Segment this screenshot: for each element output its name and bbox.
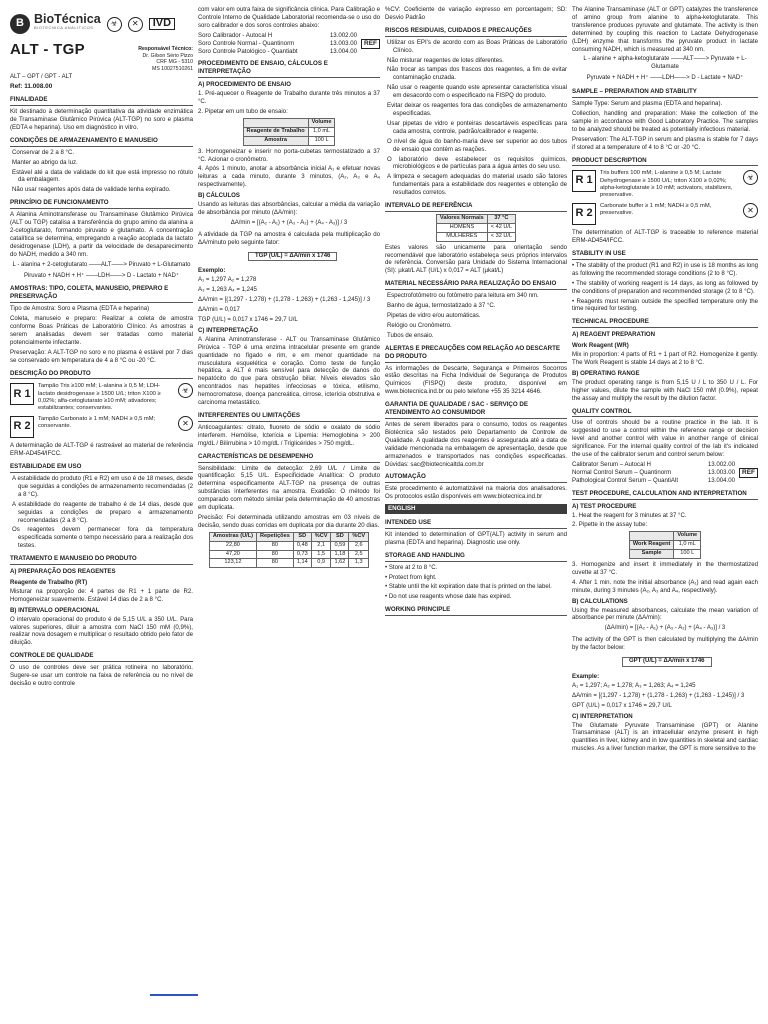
section-heading: SAMPLE – PREPARATION AND STABILITY [572, 88, 758, 98]
r2-badge: R 2 [572, 203, 596, 225]
ref-tag: REF [361, 39, 380, 49]
paragraph: Kit intended to determination of GPT(ALT) activity in serum and plasma (EDTA and heparina). Diagnostic use only. [385, 530, 567, 546]
list-item: • Protect from light. [385, 573, 437, 581]
logo-name: BioTécnica [34, 12, 101, 27]
section-heading: FINALIDADE [10, 96, 193, 106]
list-item: O laboratório deve estabelecer os requisitos químicos, microbiológicos e de partículas para a água antes do seu uso. [387, 155, 567, 171]
list-item: A estabilidade do produto (R1 e R2) em uso é de 18 meses, desde que seguidas a condições de armazenamento recomendadas (2 a 8 °C). [12, 475, 193, 498]
paragraph: 4. Após 1 minuto, anotar a absorbância inicial A₁ e efetuar novas leituras a cada minuto, durante 3 minutos, (A₂, A₃ e A₄ respectivamente). [198, 165, 380, 189]
subsection-heading: B) OPERATING RANGE [572, 369, 640, 377]
list-item: Não misturar reagentes de lotes diferentes. [387, 56, 504, 64]
paragraph: O uso de controles deve ser prática rotineira no laboratório. Sugere-se usar um controle na faixa de referência ou no nível de decisão e outro controle [10, 664, 193, 687]
section-heading: AUTOMAÇÃO [385, 473, 567, 483]
subsection-heading: B) CÁLCULOS [198, 192, 240, 200]
list-item: • Stable until the kit expiration date that is printed on the label. [385, 583, 552, 591]
list-item: Os reagentes devem permanecer fora da temperatura especificada somente o tempo necessário para a realização dos testes. [12, 526, 193, 550]
section-heading: CONDIÇÕES DE ARMAZENAMENTO E MANUSEIO [10, 137, 193, 147]
tech-name: Dr. Gilson Sério Pizzo [142, 52, 193, 59]
subsection-heading: B) INTERVALO OPERACIONAL [10, 606, 100, 614]
technical-responsible [138, 46, 193, 72]
list-item: • The stability of working reagent is 14 days, as long as followed by the conditions of preparation and recommended storage (2 to 8 °C). [572, 279, 758, 295]
r1-description: Tris buffers 100 mM; L-alanine ≥ 0,5 M; Lactate Dehydrogenase ≥ 1500 U/L; triton X100 ≥ 0,02%; alpha-ketoglutarate ≥ 10 mM; activators, stabilizers, preservative. [600, 170, 733, 199]
column-1 [10, 6, 193, 956]
section-heading: PRINCÍPIO DE FUNCIONAMENTO [10, 199, 193, 209]
control-serum-row: Soro Controle Patológico - Quantiabt 13.004.00 [198, 47, 357, 55]
section-heading: PROCEDIMENTO DE ENSAIO, CÁLCULOS E INTERPRETAÇÃO [198, 60, 380, 78]
paragraph: Sensibilidade: Limite de detecção: 2,69 U/L / Limite de quantificação: 5,15 U/L. Especificidade Analítica: O produto determina especificamente ALT-TGP na presença de outras substâncias interferentes na amostra. Exatidão: O método foi comparado com método similar pela determinação de 40 amostras em duplicata. [198, 464, 380, 512]
factor-formula: TGP (U/L) = ΔA/min x 1746 [248, 252, 337, 262]
paragraph: 4. After 1 min. note the initial absorbance (A₁) and read again each minute, during 3 minutes (A₂, A₃ and A₄, respectively). [572, 578, 758, 594]
paragraph: The activity of the GPT is then calculated by multiplying the ΔA/min by the factor below: [572, 636, 758, 652]
section-heading: PRODUCT DESCRIPTION [572, 157, 758, 167]
factor-formula: GPT (U/L) = ΔA/min x 1746 [622, 657, 712, 667]
list-item: • Reagents must remain outside the specified temperature only the time required for testing. [572, 297, 758, 313]
paragraph: The product operating range is from 5,15 U / L to 350 U / L. For higher values, dilute the sample with NaCl 150 mM (0.9%), repeat the assay and multiply the result by the dilution factor. [572, 378, 758, 402]
r1-badge: R 1 [572, 170, 596, 192]
paragraph: The determination of ALT-TGP is traceable to reference material ERM-AD454/IFCC. [572, 229, 758, 245]
tech-label: Responsável Técnico: [138, 46, 193, 52]
list-item: Não trocar as tampas dos frascos dos reagentes, a fim de evitar contaminação cruzada. [387, 66, 567, 82]
biohazard-icon: ☣ [107, 17, 122, 32]
section-heading: GARANTIA DE QUALIDADE / SAC - SERVIÇO DE ATENDIMENTO AO CONSUMIDOR [385, 401, 567, 419]
title-row [10, 41, 193, 72]
example-line: ΔA/min = [(1,297 - 1,278) + (1,278 - 1,263) + (1,263 - 1,245)] / 3 [572, 691, 745, 699]
paragraph: Preservation: The ALT-TGP in serum and plasma is stable for 7 days if stored at a temperature of 4 to 8 °C or -20 °C. [572, 135, 758, 151]
list-item: • Do not use reagents whose date has expired. [385, 593, 512, 601]
paragraph: A Alanina Aminotransferase ou Transaminase Glutâmico Pirúvica (ALT ou TGP) catalisa a transferência do grupo amino da alanina a 2-cetoglutarato, formando piruvato e glutamato. A concentração catalítica se determina, empregando a reação acoplada da lactato desidrogenase (LDH), a partir da velocidade de desaparecimento do NADH, medido a 340 nm. [10, 211, 193, 258]
list-item: Não usar o reagente quando este apresentar característica visual em desacordo com o especificado na FISPQ do produto. [387, 84, 567, 100]
list-item: Estável até a data de validade do kit que está impresso no rótulo da embalagem. [12, 168, 193, 184]
ref-tag: REF [739, 468, 758, 478]
tech-crf: CRF MG - 5310 [156, 59, 193, 66]
paragraph: Este procedimento é automatizável na maioria dos analisadores. Os protocolos estão disponíveis em www.biotecnica.ind.br [385, 485, 567, 501]
paragraph: Antes de serem liberados para o consumo, todos os reagentes Biotécnica são testados pelo Departamento de Controle de Qualidade. A qualidade dos reagentes é assegurada até a data de validade mencionada na embalagem de apresentação, desde que armazenados e transportados nas condições especificadas. Dúvidas: sac@biotecnicaltda.com.br [385, 420, 567, 468]
list-item: O nível de água do banho-maria deve ser superior ao dos tubos de ensaio que contém as reações. [387, 137, 567, 153]
list-item: Conservar de 2 a 8 °C. [12, 148, 75, 156]
r1-badge: R 1 [10, 383, 34, 405]
paragraph: A determinação de ALT-TGP é rastreável ao material de referência ERM-AD454/IFCC. [10, 442, 193, 458]
english-banner: ENGLISH [385, 504, 567, 514]
control-serum-row: Soro Controle Normal - Quantinorm 13.003.00 [198, 39, 357, 47]
paragraph: Sample Type: Serum and plasma (EDTA and heparina). [572, 100, 723, 108]
list-item: Evitar deixar os reagentes fora das condições de armazenamento especificadas. [387, 102, 567, 117]
column-3 [385, 6, 567, 956]
paragraph: Misturar na proporção de: 4 partes de R1 + 1 parte de R2. Homogeneizar suavemente. Estável 14 dias de 2 a 8 °C. [10, 587, 193, 603]
list-item: • Store at 2 to 8 °C. [385, 563, 438, 571]
subsection-heading: A) PROCEDIMENTO DE ENSAIO [198, 81, 291, 89]
section-heading: QUALITY CONTROL [572, 408, 758, 418]
subsection-heading: A) PREPARAÇÃO DOS REAGENTES [10, 568, 116, 576]
section-heading: INTERFERENTES OU LIMITAÇÕES [198, 412, 380, 422]
paragraph: %CV: Coeficiente de variação expresso em porcentagem; SD: Desvio Padrão [385, 6, 567, 21]
control-serum-block [198, 32, 380, 56]
control-serum-row: Calibrator Serum – Autocal H 13.002.00 [572, 460, 735, 468]
paragraph: Precisão: Foi determinada utilizando amostras em 03 níveis de decisão, sendo duas corridas em duplicata por dia durante 20 dias. [198, 513, 380, 529]
example-line: GPT (U/L) = 0,017 x 1746 = 29,7 U/L [572, 701, 672, 709]
list-item: • The stability of the product (R1 and R2) in use is 18 months as long as following the recommended storage conditions (2 to 8 °C). [572, 261, 758, 277]
paragraph: The Glutamate Pyruvate Transaminase (GPT) or Alanine Transaminase (ALT) is an intracellular enzyme present in high quantities in liver, kidney and in low quantities in skeletal and cardiac muscles. As a liver function marker, the GPT is more sensitive to the [572, 721, 758, 753]
harmful-x-icon: ✕ [743, 203, 758, 218]
section-heading: CARACTERÍSTICAS DE DESEMPENHO [198, 453, 380, 463]
reaction-equation: Pyruvate + NADH + H⁺ ——LDH——> D - Lactate + NAD⁺ [586, 75, 744, 82]
control-serum-list [572, 461, 735, 485]
subsection-heading: Exemplo: [198, 267, 226, 275]
paragraph: Preservação: A ALT-TGP no soro e no plasma é estável por 7 dias se conservado em temperatura de 4 a 8 °C ou -20 °C. [10, 348, 193, 364]
formula: ΔA/min = [(A₂ - A₁) + (A₃ - A₂) + (A₄ - A₃)] / 3 [230, 219, 348, 226]
section-heading: TECHNICAL PROCEDURE [572, 318, 758, 328]
control-serum-block [572, 461, 758, 485]
list-item: Não usar reagentes após data de validade tenha expirado. [12, 186, 171, 194]
paragraph: Tipo de Amostra: Soro e Plasma (EDTA e heparina) [10, 305, 150, 313]
list-item: Espectrofotômetro ou fotômetro para leitura em 340 nm. [387, 292, 539, 300]
subsection-heading: C) INTERPRETAÇÃO [198, 326, 259, 334]
r1-description: Tampão Tris ≥100 mM; L-alanina ≥ 0,5 M; LDH-lactato desidrogenase ≥ 1500 U/L; triton X100 ≥ 0,02%; alfa-cetoglutarato ≥10 mM; ativadores; estabilizantes; conservantes. [38, 383, 161, 412]
subsection-heading: Reagente de Trabalho (RT) [10, 578, 88, 586]
column-2 [198, 6, 380, 956]
section-heading: TRATAMENTO E MANUSEIO DO PRODUTO [10, 555, 193, 565]
reagent-r1 [10, 383, 193, 412]
list-item: Tubos de ensaio. [387, 331, 434, 339]
logo-block [34, 12, 101, 32]
example-line: ΔA/min = 0,017 [198, 306, 240, 314]
section-heading: MATERIAL NECESSÁRIO PARA REALIZAÇÃO DO ENSAIO [385, 280, 567, 290]
volume-table: Volume Work Reagent 1,0 mL Sample 100 L [629, 531, 701, 559]
column-4 [572, 6, 758, 956]
section-heading: AMOSTRAS: TIPO, COLETA, MANUSEIO, PREPARO E PRESERVAÇÃO [10, 285, 193, 303]
product-title: ALT - TGP [10, 41, 85, 58]
subsection-heading: A) REAGENT PREPARATION [572, 331, 656, 339]
volume-table: Volume Reagente de Trabalho 1,0 mL Amostra 100 L [243, 118, 336, 146]
paragraph: Use of controls should be a routine practice in the lab. It is suggested to use a control within the reference range or decision level and another control with value in another range of clinical significance. For the internal quality control of the lab it's indicated the use of the calibrator serum and control serum below: [572, 419, 758, 459]
section-heading: INTERVALO DE REFERÊNCIA [385, 202, 567, 212]
reaction-equation: L - alanina + 2-cetoglutarato ——ALT——> Piruvato + L-Glutamato [12, 261, 191, 268]
paragraph: As informações de Descarte, Segurança e Primeiros Socorros estão descritas na Ficha Individual de Segurança de Produtos Químicos (FISPQ) deste produto, disponível em www.biotecnica.ind.br ou pelo telefone +55 35 3214 4646. [385, 364, 567, 396]
example-line: A₁ = 1,297 A₂ = 1,278 [198, 276, 257, 284]
section-heading: STABILITY IN USE [572, 250, 758, 260]
harmful-x-icon: ✕ [128, 17, 143, 32]
paragraph: Anticoagulantes: citrato, fluoreto de sódio e oxalato de sódio interferem. Hemólise, Icterícia e Lipemia: Hemoglobina > 200 mg/dL / Bilirrubina > 10 mg/dL / Triglicérides > 750 mg/dL. [198, 423, 380, 447]
example-line: A₁ = 1,297; A₂ = 1,278; A₃ = 1,263; A₄ = 1,245 [572, 681, 696, 689]
product-ref: Ref: 11.008.00 [10, 83, 53, 91]
reaction-equation: Piruvato + NADH + H⁺ ——LDH——> D - Lactato + NAD⁺ [23, 272, 180, 279]
list-item: Relógio ou Cronômetro. [387, 321, 452, 329]
control-serum-row: Soro Calibrador - Autocal H 13.002.00 [198, 31, 357, 39]
example-line: ΔA/min = [(1,297 - 1,278) + (1,278 - 1,263) + (1,263 - 1,245)] / 3 [198, 296, 371, 304]
paragraph: A Alanina Aminotransferase - ALT ou Transaminase Glutâmico Pirúvica - TGP é uma enzima intracelular presente em grande quantidade no fígado e rim, e em menor quantidade na musculatura esquelética e coração. Como teste de função hepática, a ALT é mais sensível para detecção de danos do hepatócito do que para obstrução biliar. Níveis elevados são encontrados nas hepatites infecciosas e tóxica, etilismo, hemocromatose, doença pancreática, cirrose, icterícia obstrutiva e carcinoma metastático. [198, 335, 380, 407]
section-heading: STORAGE AND HANDLING [385, 552, 567, 562]
section-heading: INTENDED USE [385, 519, 567, 529]
paragraph: Estes valores são unicamente para orientação sendo recomendável que laboratório estabeleça seus próprios intervalos de referência. Conversão para Unidade do Sistema Internacional (SI): µkat/L ALT (U/L) x 0,017 = ALT (µkat/L) [385, 243, 567, 275]
harmful-x-icon: ✕ [178, 416, 193, 431]
biohazard-icon: ☣ [743, 170, 758, 185]
paragraph: 1. Pré-aquecer o Reagente de Trabalho durante três minutos a 37 °C. [198, 90, 380, 106]
list-item: Manter ao abrigo da luz. [12, 158, 78, 166]
ivd-badge: IVD [149, 18, 175, 30]
paragraph: com valor em outra faixa de significância clínica. Para Calibração e Controle Interno de Qualidade Laboratorial recomenda-se o uso do soro calibrador e dos soros controles abaixo: [198, 6, 380, 29]
tech-ms: MS 10027510261 [152, 65, 193, 72]
paragraph: 3. Homogeneizar e inserir no porta-cubetas termostatizado a 37 °C. Acionar o cronômetro. [198, 147, 380, 163]
product-subtitle: ALT – GPT / GPT - ALT [10, 74, 73, 81]
precision-table: Amostras (U/L) Repetições SD %CV SD %CV 22,80 80 0,48 2,1 0,59 2,6 47,20 80 0,73 1,5 1,18 2,5 123,12 80 1,14 0,9 1,62 1,3 [209, 532, 369, 569]
paragraph: A atividade da TGP na amostra é calculada pela multiplicação do ΔA/minuto pelo seguinte fator: [198, 230, 380, 246]
r2-description: Carbonate buffer ≥ 1 mM; NADH ≥ 0,5 mM, preservative. [600, 203, 712, 217]
paragraph: Usando as leituras das absorbâncias, calcular a média da variação de absorbância por minuto (ΔA/min): [198, 201, 380, 216]
section-heading: DESCRIÇÃO DO PRODUTO [10, 370, 193, 380]
list-item: Usar pipetas de vidro e ponteiras descartáveis específicas para cada amostra, controle, padrão/calibrador e reagente. [387, 119, 567, 135]
subsection-heading: Work Reagent (WR) [572, 342, 629, 350]
subsection-heading: B) CALCULATIONS [572, 597, 628, 605]
paragraph: The Alanine Transaminase (ALT or GPT) catalyzes the transference of amino group from alanine to alpha-ketoglutarate. This transference produces pyruvate and glutamate. The activity is then determined by coupling this reaction to Lactate Dehydrogenase (LDH) enzyme that transforms the pyruvate product in lactate consuming NADH, which is measured at 340 nm. [572, 6, 758, 53]
biohazard-icon: ☣ [178, 383, 193, 398]
section-heading: WORKING PRINCIPLE [385, 606, 567, 616]
reference-interval-table: Valores Normais 37 °C HOMENS < 42 U/L MULHERES < 32 U/L [436, 214, 516, 242]
list-item: A limpeza e secagem adequadas do material usado são fatores fundamentais para a estabilidade dos reagentes e obtenção de resultados corretos. [387, 173, 567, 197]
list-item: Banho de água, termostatizado a 37 °C. [387, 302, 496, 310]
list-item: Utilizar os EPI's de acordo com as Boas Práticas de Laboratório Clínico. [387, 38, 567, 54]
r2-description: Tampão Carbonato ≥ 1 mM; NADH ≥ 0,5 mM; conservante. [38, 416, 156, 430]
section-heading: RISCOS RESIDUAIS, CUIDADOS E PRECAUÇÕES [385, 27, 567, 37]
header-logos [10, 6, 193, 42]
paragraph: 3. Homogenize and insert it immediately in the thermostatized cuvette at 37 °C. [572, 561, 758, 576]
formula: (ΔA/min) = [(A₂ - A₁) + (A₃ - A₂) + (A₄ - A₃)] / 3 [604, 625, 726, 632]
section-heading: CONTROLE DE QUALIDADE [10, 652, 193, 662]
paragraph: Using the measured absorbances, calculate the mean variation of absorbance per minute (ΔA/min): [572, 606, 758, 622]
paragraph: Coleta, manuseio e preparo: Realizar a coleta de amostra conforme Boas Práticas de Laboratório Clínico. As amostras a serem analisadas devem ser tratadas como material potencialmente infectante. [10, 315, 193, 346]
subsection-heading: A) TEST PROCEDURE [572, 502, 637, 510]
reagent-r2 [572, 203, 758, 225]
subsection-heading: C) INTERPRETATION [572, 712, 633, 720]
control-serum-row: Pathological Control Serum – QuantiAlt 13.004.00 [572, 476, 735, 484]
control-serum-list [198, 32, 357, 56]
paragraph: 2. Pipetar em um tubo de ensaio: [198, 107, 288, 115]
paragraph: Collection, handling and preparation: Make the collection of the sample in accordance with Good Laboratory Practice. The samples to be analyzed should be treated as potentially infectious material. [572, 109, 758, 133]
subsection-heading: Example: [572, 673, 600, 680]
paragraph: Kit destinado à determinação quantitativa da atividade enzimática de Transaminase Glutâmico Pirúvica (ALT-TGP) no soro e plasma (EDTA e heparina). Uso em diagnóstico in vitro. [10, 108, 193, 131]
reagent-r2 [10, 416, 193, 438]
logo-tagline: BIOTECNICA ANALITICOS [34, 25, 94, 30]
r2-badge: R 2 [10, 416, 34, 438]
paragraph: 2. Pipette in the assay tube: [572, 521, 648, 529]
list-item: Pipetas de vidro e/ou automáticas. [387, 312, 481, 319]
example-line: TGP (U/L) = 0,017 x 1746 = 29,7 U/L [198, 316, 298, 323]
paragraph: 1. Heat the reagent for 3 minutes at 37 °C. [572, 511, 687, 519]
section-heading: ESTABILIDADE EM USO [10, 463, 193, 473]
paragraph: Mix in proportion: 4 parts of R1 + 1 part of R2. Homogenize it gently. The Work Reagent is stable 14 days at 2 to 8 °C. [572, 351, 758, 366]
reaction-equation: L - alanine + alpha-ketoglutarate ——ALT——> Pyruvate + L-Glutamate [583, 56, 747, 71]
control-serum-row: Normal Control Serum – Quantinorm 13.003.00 [572, 468, 735, 476]
section-heading: ALERTAS E PRECAUÇÕES COM RELAÇÃO AO DESCARTE DO PRODUTO [385, 345, 567, 363]
biotecnica-logo-icon: B [10, 14, 30, 34]
section-heading: TEST PROCEDURE, CALCULATION AND INTERPRETATION [572, 490, 758, 500]
example-line: A₃ = 1,263 A₄ = 1,245 [198, 286, 257, 294]
page-link-underline[interactable] [150, 994, 198, 996]
paragraph: O intervalo operacional do produto é de 5,15 U/L a 350 U/L. Para valores superiores, diluir a amostra com NaCl 150 mM (0,9%), realizar nova dosagem e multiplicar o resultado obtido pelo fator de diluição. [10, 615, 193, 647]
reagent-r1 [572, 170, 758, 199]
list-item: A estabilidade do reagente de trabalho é de 14 dias, desde que seguidas a condições de preparo e armazenamento recomendadas (2 a 8 °C). [12, 500, 193, 524]
